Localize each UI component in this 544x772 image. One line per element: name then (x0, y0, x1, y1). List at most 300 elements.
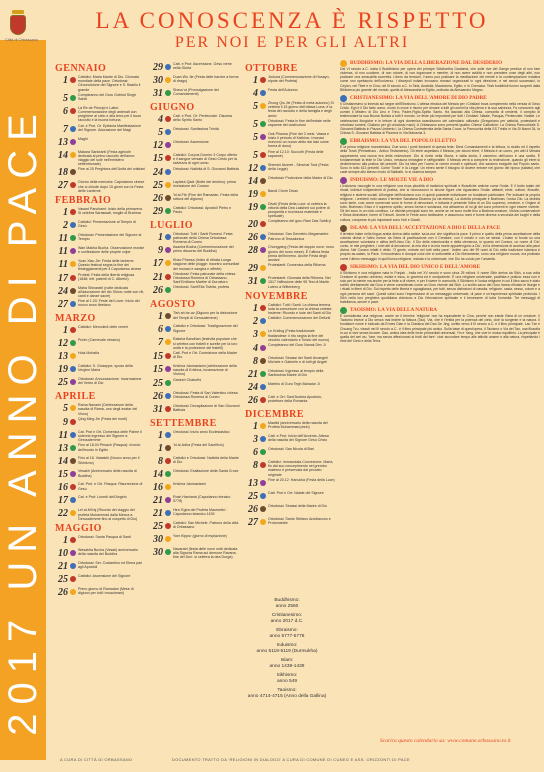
event-day: 19 (248, 188, 258, 200)
event-description: Cattolici: Ascensione del Signore (78, 574, 131, 579)
event-day: 5 (63, 403, 68, 415)
event-day: 25 (58, 377, 68, 389)
event-day: 17 (58, 272, 68, 284)
event-day: 29 (248, 263, 258, 275)
event-day: 30 (153, 75, 163, 86)
event-description: Cattolici: Ortodossi: Apostoli Pietro e Paolo (173, 205, 232, 214)
calendar-event (150, 404, 240, 416)
calendar-event (150, 232, 240, 245)
calendar-event (55, 233, 145, 245)
event-day: 12 (58, 338, 68, 350)
religion-section (340, 307, 540, 343)
religion-symbol-icon (165, 380, 171, 386)
event-day: 19 (248, 201, 258, 213)
coat-of-arms-icon (10, 15, 26, 35)
year-religion: Taoismo: (277, 688, 297, 693)
event-day: 5 (253, 101, 258, 112)
event-day: 17 (153, 258, 163, 270)
calendar-event (245, 189, 335, 201)
event-description: Ortodossi: Ser. Costantino ed Elena pari agli Apostoli (78, 561, 143, 570)
religion-symbol-icon (165, 536, 171, 542)
event-day: 13 (58, 443, 68, 455)
religion-symbol-icon (260, 278, 266, 284)
calendar-event (245, 316, 335, 328)
event-description: Primo giorno di Ramadan (Mese di digiuno per tutti i musulmani) (78, 587, 134, 596)
religion-symbol-icon (165, 523, 171, 529)
event-description: Protestanti: Domenica della Riforma (268, 263, 326, 268)
religion-symbol-icon (260, 371, 266, 377)
event-description: Catt. e Ort: Sant'Andrea Apostolo, protettore della Romania (268, 395, 323, 404)
month-title: OTTOBRE (245, 63, 298, 74)
event-description: Cattolici: Mercoledì delle ceneri (78, 325, 128, 330)
calendar-event (245, 303, 335, 316)
download-link[interactable]: Scarica questo calendario su: www.comune.orbassano.to.it (380, 738, 511, 744)
event-description: Catt. e Prot. Or: Pentecoste. Discesa dello Spirito Santo (173, 114, 232, 123)
month-block (150, 298, 240, 415)
religion-symbol-icon (70, 366, 76, 372)
religion-section (340, 264, 540, 304)
event-description: Rosh Hashanà (Capodanno ebraico 5778) (173, 494, 231, 503)
religion-symbol-icon (70, 275, 76, 281)
religion-symbol-icon (165, 497, 171, 503)
religion-symbol-icon (70, 77, 76, 83)
calendar-event (150, 351, 240, 363)
calendar-event (150, 114, 240, 126)
month-title: GIUGNO (150, 102, 195, 113)
event-description: 'Ashura (Commemorazione di Husayn, nipote del Profeta) (268, 75, 330, 84)
month-block (55, 312, 145, 389)
year-religion: Cristianesimo: (271, 613, 303, 618)
religion-description: L'Induismo raccoglie in una religione una ricca pluralità di tradizioni spirituali e filosofiche antiche come l'India. E il frutto totale dei rituali, indirizzi indipendenti di pratica, che si riconoscono in alcune figure che riguardano l'India: abitanti, etnie, culture, filosofie, religioni e sistemi sociali. All'origine dell'Induismo non vi quindi possiede individuare un fondatore particolare. Per indicare la propria religione, i credenti indù usano il termine Sanatana Dharma (la via eterna). La divinità principale è Brahman, l'unico Dio. La divinità sono tante, così come numerose sono le forme di devozione, e tuttavia è presente l'idea di un Dio supremo, creatore, e Origine di tutto: Brahman. Esso è il supremo spirito, senza forma e sostanza, ma attraverso di lui gli dei sono presenti in ogni essere vivente. Gli dei sono in un ciclo continuo. Le divinità principali sono tre, anche se ne sono molte fino a Brahma creatore, Vishnu conservatore e Shiva distruttore, forme di Trimurti. Anche le Feste sono tantissime, e assumono nomi e forme diverse a seconda dei luoghi e della cultura, comprese le più importanti sono Holi e Diwali. (340, 184, 540, 222)
event-day: 2 (253, 316, 258, 328)
calendar-event (55, 456, 145, 468)
month-block (150, 219, 240, 298)
event-day: 7 (158, 337, 163, 349)
religion-symbol-icon (165, 366, 171, 372)
calendar-event (150, 364, 240, 377)
religion-symbol-icon (260, 152, 266, 158)
event-description: Ortodossi: Tutti i Santi Romeni. Festa patronale della Chiesa Ortodossa Romena di Cuneo (173, 231, 233, 245)
religion-symbol-icon (260, 397, 266, 403)
event-day: 26 (248, 503, 258, 515)
religion-symbol-icon (70, 139, 76, 145)
month-block (55, 62, 145, 193)
event-description: Ortodossi: Protezione della Madre di Dio (268, 175, 333, 180)
religion-section (340, 60, 540, 92)
calendar-event (150, 521, 240, 533)
calendar-event (150, 285, 240, 297)
event-day: 26 (153, 285, 163, 297)
religion-symbol-icon (340, 60, 347, 67)
calendar-event (55, 377, 145, 389)
calendar-event (55, 106, 145, 123)
religion-heading (340, 177, 540, 184)
religion-symbol-icon (165, 260, 171, 266)
event-day: 16 (58, 482, 68, 494)
religion-symbol-icon (340, 264, 347, 271)
religion-symbol-icon (260, 345, 266, 351)
religion-symbol-icon (165, 247, 171, 253)
event-day: 14 (58, 456, 68, 468)
calendar-event (55, 137, 145, 149)
event-description: Ortodossi: Inizio anno Ecclesiastico (173, 429, 230, 434)
event-day: 3 (253, 329, 258, 341)
religion-symbol-icon (70, 537, 76, 543)
calendar-event (150, 378, 240, 390)
religion-symbol-icon (260, 191, 266, 197)
event-description: Laylatul-Qadr (Notte del destino): prima rivelazione del Corano (173, 179, 236, 188)
month-title: GENNAIO (55, 63, 107, 74)
event-description: Tish ah be-av (Digiuno per la distruzione dei Templi di Gerusalemme) (173, 311, 238, 320)
religion-symbol-icon (70, 301, 76, 307)
event-description: Ook Phansa (Fine dei 3 mesi. Vassa e inizio il periodo di Kathina: i monaci ricevono un nuovo abito dai laici come forma di dono) (268, 131, 330, 149)
event-day: 1 (158, 429, 163, 441)
event-description: Ortodossi: Festa patronale della chiesa Ortodossa Romena di Orbassano, Sant'Emiliano Martire di Durostoro (173, 271, 236, 285)
religious-year (237, 643, 337, 655)
year-value: anno 2560 (275, 604, 299, 609)
event-description: Vasant Panchami: Inizio della primavera. Si celebra Saraswati, moglie di Brahma (78, 207, 143, 216)
religion-symbol-icon (260, 121, 266, 127)
event-day: 11 (58, 429, 68, 441)
event-description: Cattolici e Ortodossi: Trasfigurazione del Signore (173, 324, 238, 333)
event-day: 1 (63, 325, 68, 337)
event-description: Fino al 18. Vaisakhi (Nuovo anno per il Sikhismo) (78, 456, 140, 465)
religion-symbol-icon (70, 261, 76, 267)
event-day: 1 (63, 535, 68, 547)
religion-symbol-icon (165, 274, 171, 280)
religion-symbol-icon (165, 549, 171, 555)
month-title: DICEMBRE (245, 409, 305, 421)
calendar-event (245, 395, 335, 407)
religion-symbol-icon (260, 436, 266, 442)
calendar-event (245, 460, 335, 477)
month-title: APRILE (55, 391, 96, 403)
month-title: SETTEMBRE (150, 417, 217, 429)
religion-description: Dal VI secolo a.C. inizia il Buddhismo per opera del principe Siddhartha Gautama, che sulle rive del Gange predica di non fare violenza, di non uccidere, di non rubare, di non ingannare e mentire, di non avere avidità e non prendere cose degli altri, non praticare una sessualità scorretta. Libero da tensioni, l'uomo può praticare la meditazione del mente e la contemplazione estatica come uno spettacolo dell'universo. I discepoli indiani invocano monaci organizzati in ogni direzione, e nei secoli successivi, in Ceylon, nel Tibet e in Cina, nel III secolo a.C. in Siria, Anatolia, Macedonia, Egitto, e in Cirenaica. Testi buddhisti furono scoperti dalla Biblioteca più grande del mondo, quella di Alessandria in Egitto, ordinata da Alessandro Magno. (340, 67, 540, 92)
event-day: 15 (58, 469, 68, 481)
religion-symbol-icon (165, 129, 171, 135)
event-day: 25 (58, 574, 68, 586)
calendar-event (245, 219, 335, 231)
event-day: 17 (58, 495, 68, 507)
event-day: 26 (248, 232, 258, 244)
crown-icon (12, 10, 24, 14)
religion-symbol-icon (165, 155, 171, 161)
event-day: 21 (58, 561, 68, 573)
calendar-event (150, 324, 240, 336)
calendar-event (150, 206, 240, 218)
event-day: 10 (58, 548, 68, 560)
event-day: 6 (253, 447, 258, 459)
religion-symbol-icon (70, 471, 76, 477)
religion-symbol-icon (165, 510, 171, 516)
month-block (55, 194, 145, 311)
event-description: Chongyang (Festa del doppio nove: nono giorno del nono mese). È l'ultima festa prima dell'inverno. Anche Festa degli anziani (268, 245, 334, 263)
religious-year (237, 688, 337, 700)
religious-years (237, 598, 337, 703)
event-description: Le Kriding (Festa tradizionale thailandese: il rito segna la fine del vecchio calendario e l'inizio del nuovo) (268, 329, 330, 342)
religion-symbol-icon (260, 305, 266, 311)
month-title: MARZO (55, 313, 96, 325)
religion-symbol-icon (260, 449, 266, 455)
calendar-event (245, 88, 335, 100)
religion-heading (340, 60, 540, 67)
event-day: 9 (158, 245, 163, 257)
calendar-event (150, 140, 240, 152)
event-day: 5 (253, 131, 258, 143)
calendar-event (150, 547, 240, 560)
calendar-event (55, 364, 145, 376)
event-description: Wan Makha Bucha. Osservazione morale e confessione delle proprie colpe (78, 246, 145, 255)
event-description: Lel al-Mi'raj (Ricordo del viaggio del profeta Muhammad dalla Mecca a Gerusalemme fino al cospetto di Dio) (78, 508, 138, 521)
religion-symbol-icon (260, 493, 266, 499)
calendar-event (150, 482, 240, 494)
footer-left: A CURA DI CITTÀ DI ORBASSANO (60, 757, 133, 762)
event-description: Ortodossi: Santissima Trinità (173, 127, 219, 131)
event-description: Ortodossi: San Demetrio Megamartire Patrono di Tessalonica (268, 232, 329, 241)
page-header (40, 8, 544, 52)
event-day: 6 (158, 324, 163, 336)
event-day: 7 (63, 123, 68, 135)
city-logo (5, 10, 39, 50)
event-day: 5 (253, 149, 258, 161)
event-description: Martirio di Guru Tegh Bahadur Ji (268, 382, 320, 387)
calendar-event (245, 329, 335, 342)
event-day: 15 (153, 364, 163, 376)
event-description: Ortodossi: Santa Pasqua di Santi (78, 535, 131, 540)
religion-symbol-icon (70, 445, 76, 451)
calendar-event (245, 245, 335, 262)
calendar-event (55, 259, 145, 272)
event-description: Cat. e Prot. Or. Epifania Manifestazione del Signore. Adorazione dei Magi (78, 123, 142, 132)
calendar-event (245, 517, 335, 529)
event-description: Bandi Chorh Divas (268, 188, 298, 193)
religion-symbol-icon (165, 64, 171, 70)
calendar-event (55, 508, 145, 521)
religion-symbol-icon (70, 458, 76, 464)
event-description: Ortodossi: Ascensione (173, 140, 209, 144)
event-day: 1 (158, 311, 163, 323)
calendar-event (55, 93, 145, 105)
event-day: 14 (58, 149, 68, 161)
year-religion: Islam: (280, 658, 294, 663)
event-description: Yom Kippur (giorno di espiazione) (173, 533, 227, 538)
event-description: Ganesh Chaturthi (173, 377, 202, 382)
event-description: Vesakh (Anniversario della nascita di Buddha) (78, 469, 137, 478)
event-day: 8 (253, 460, 258, 472)
event-description: Fine al 25 Preghiera dell'Unità dei cristiani (78, 167, 146, 172)
religion-symbol-icon (70, 589, 76, 595)
event-description: Ortodossi: Sinassi dei Santi Arcangeli Michele e Gabriele e di tutti gli Angeli (268, 356, 328, 365)
religion-description: È considerata una religione, anche se il termine 'religione' non ha equivalente in Cina, perché non esiste l'idea di un creatore. Il Taoismo invece a Dio senza mai ledere la Natura (Tao). Via, che è l'entità per la potenza del cielo, cioè la sorgente e la natura. Il fondatore nome è indicato da Ermes Dian e la Classica del Dao De Jing, scritto verso il III secolo a.C. e il libro principale. Lao Tze e Chuang Tzu, vissuti nel III secolo a.C., è il libro principale più antico. Sulla base di quest'opera, il Taoismo o Via del Tao, una filosofia in cui si vive senza forzare. Dao, antica idea delle forze primordiali universali, Yin e Yang, che vive in mutuo equilibrio. La principale è quella del wei wu, 'fare, ma senza affezionarsi ai frutti del fare': cioè accordare tempo alle attività umane e alla natura, rispettando i ritmi del Cielo e della Terra. (340, 314, 540, 343)
religion-symbol-icon (260, 331, 266, 337)
religion-symbol-icon (165, 77, 171, 83)
event-day: 1 (63, 207, 68, 219)
header-subtitle: PER NOI E PER GLI ALTRI (174, 34, 410, 51)
religions-panel (340, 60, 540, 346)
event-day: 1 (158, 231, 163, 243)
event-description: Cattolici: Corpus Domini. Il Corpo offerto e il sangue versato di Gesù Cristo per la salvezza di ogni uomo (173, 153, 238, 166)
event-description: Ortodossi: Decapitazione di San Giovanni Battista (173, 403, 240, 412)
event-day: 8 (158, 455, 163, 467)
calendar-event (150, 62, 240, 74)
religion-symbol-icon (70, 510, 76, 516)
calendar-event (55, 207, 145, 219)
event-description: Purim (Carnevale ebraico) (78, 338, 120, 343)
event-day: 22 (58, 508, 68, 520)
religion-description: Il Cristianesimo si innesta sul seppe dell'Ebraismo. L'attesa ebraica del Messia per i Cristiani trova compimento nella venuta di Gesù Cristo. Egli è il Dio fatto uomo, morto in croce e risorto per donare a tutti gli uomini la vita piena e la sua salvezza. Fa conoscere agli uomini il Mistero di Dio Uno e Trino, Padre-Figlio-Spirito Santo. Ha lasciato alla Chiesa, comunità di credenti, il compito di testimoniare la sua Buona Notizia a tutti il mondo. Le feste più importanti per tutti i Cristiani: Natale, Pasqua, Pentecoste. Natale. Le celebrazioni liturgiche e le letture di ogni domenica scandiscono del calendario utilizzato (Gregoriano per cattolici, protestanti e ortodossi rumeni; Giuliano per gli ortodossi russi). A Orbassano sono presenti quattro Chiese Cattoliche: La Chiesa Parrocchiale S. Giovanni Battista in Piazza Umberto I, la Chiesa Confraternita della Santa Croce, la Parrocchia della SS Trinità in Via Di Nanni 34, la Chiesa S. Giovanni Battista di Pizzerra in Via Malosma 3. (340, 101, 540, 136)
month-title: LUGLIO (150, 219, 194, 231)
event-description: Shemini Atzeret - Simchat Torà (Festa della Legge) (268, 162, 329, 171)
event-day: 1 (158, 442, 163, 454)
event-day: 26 (248, 395, 258, 407)
religion-symbol-icon (165, 445, 171, 451)
religion-section (340, 225, 540, 261)
event-day: 24 (153, 166, 163, 178)
event-day: 4 (253, 343, 258, 355)
religion-symbol-icon (70, 563, 76, 569)
calendar-event (150, 456, 240, 468)
event-day: 27 (58, 299, 68, 311)
event-day: 14 (153, 468, 163, 480)
event-day: 5 (63, 92, 68, 104)
religion-symbol-icon (260, 480, 266, 486)
religion-section (340, 177, 540, 221)
event-description: Cat. Prot e Ort. Domenica delle Palme Il solenne ingresso del Signore a Gerusalemme (78, 429, 142, 443)
calendar-event (55, 469, 145, 481)
month-title: NOVEMBRE (245, 290, 308, 302)
event-description: Protestanti: Giornata della Riforma. Nel 1517 l'affissione delle 95 Tesi di Martin Lutero a Wittenberg (268, 276, 331, 289)
religion-title: ISLAM: LA VIA DELL'ACCETTAZIONE A DIO E DELLA PACE (350, 224, 501, 231)
religion-heading (340, 225, 540, 232)
month-block (55, 390, 145, 521)
religion-symbol-icon (70, 405, 76, 411)
event-description: Hola Mohalla (78, 351, 99, 356)
religion-title: INDUISMO: LE MOLTE VIE A DIO (350, 177, 434, 184)
religion-symbol-icon (260, 90, 266, 96)
year-value: anno 1438-1439 (269, 664, 305, 669)
event-description: Ortodossi: Presentazione del Signore al Tempio (78, 233, 142, 242)
religious-year (237, 658, 337, 670)
religion-symbol-icon (260, 204, 266, 210)
calendar-event (55, 535, 145, 547)
calendar-event (245, 343, 335, 355)
calendar-event (150, 127, 240, 139)
religion-title: TAOISMO: LA VIA DELLA NATURA (350, 307, 438, 314)
calendar-event (245, 382, 335, 394)
calendar-event (245, 176, 335, 188)
calendar-event (245, 202, 335, 219)
event-day: 15 (153, 153, 163, 164)
event-description: Rama Navami (Celebrazione della nascita di Rama, uno degli avatar del Visnu) (78, 403, 138, 416)
event-day: 2 (63, 220, 68, 232)
calendar-event (55, 351, 145, 363)
event-description: Navaratri (festa delle nove notti dedicata alla Signora Rama sul demone Ravana; fine del Durì: si celebra la dea Durga) (173, 546, 238, 560)
religion-title: EBRAISMO: LA VIA DEL POPOLO ELETTO (350, 138, 457, 145)
religion-symbol-icon (260, 318, 266, 324)
calendar-event (55, 561, 145, 573)
religious-year (237, 628, 337, 640)
event-day: 21 (153, 507, 163, 519)
religion-symbol-icon (165, 195, 171, 201)
event-description: Protest: Festa della libertà religiosa (1848: lett. patenti di C. Alberto) (78, 272, 135, 281)
event-day: 31 (153, 403, 163, 415)
calendar-event (245, 276, 335, 289)
calendar-event (150, 508, 240, 520)
event-day: 1 (253, 302, 258, 314)
event-description: Ortodossi: Annunciazione. Incarnazione del Verbo di Dio (78, 377, 142, 386)
event-day: 1 (253, 75, 258, 86)
religion-symbol-icon (70, 550, 76, 556)
event-description: Ortodossi: Festa di San Valentino chiesa Ortodossa Romena di Cuneo (173, 390, 238, 399)
calendar-event (245, 119, 335, 131)
event-description: Cat. Prot. e Ort. Pasqua: Risurrezione di Gesù (78, 482, 143, 491)
calendar-event (55, 273, 145, 285)
religion-symbol-icon (165, 234, 171, 240)
event-day: 26 (153, 390, 163, 402)
year-religion: Induismo: (276, 643, 298, 648)
calendar-event (245, 356, 335, 368)
event-day: 29 (153, 62, 163, 73)
religion-title: BUDDHISMO: LA VIA DELLA LIBERAZIONE DAL DESIDERIO (350, 60, 503, 66)
calendar-event (150, 75, 240, 87)
event-day: 21 (153, 494, 163, 506)
event-day: 30 (153, 533, 163, 545)
calendar-event (55, 587, 145, 599)
calendar-event (245, 504, 335, 516)
event-day: 19 (58, 364, 68, 376)
calendar-event (245, 75, 335, 87)
event-day: 6 (63, 105, 68, 117)
religion-symbol-icon (165, 471, 171, 477)
religion-symbol-icon (165, 116, 171, 122)
calendar-event (245, 491, 335, 503)
calendar-event (245, 369, 335, 381)
religion-symbol-icon (260, 134, 266, 140)
religious-year (237, 598, 337, 610)
religion-heading (340, 264, 540, 271)
calendar-column-2 (150, 62, 240, 560)
event-day: 8 (253, 356, 258, 368)
event-description: Catt. e Prot: Inizio dell'Avvento. Attesa della nascita del Signore Gesù Cristo (268, 434, 329, 443)
event-description: Fine al 12.10: Succoth (Festa delle capanne) (268, 149, 324, 158)
event-description: Maghi (78, 136, 88, 141)
religion-symbol-icon (165, 458, 171, 464)
calendar-event (55, 150, 145, 167)
calendar-event (150, 258, 240, 271)
calendar-event (55, 417, 145, 429)
religion-symbol-icon (340, 177, 347, 184)
religion-symbol-icon (260, 462, 266, 468)
calendar-event (55, 167, 145, 179)
calendar-event (245, 434, 335, 446)
calendar-event (150, 430, 240, 442)
religion-symbol-icon (260, 265, 266, 271)
calendar-event (150, 311, 240, 323)
event-day: 3 (253, 434, 258, 446)
calendar-event (150, 443, 240, 455)
religion-symbol-icon (70, 169, 76, 175)
event-day: 9 (63, 416, 68, 428)
event-description: Cattolici: Tutti i Santi. La chiesa terrena loda la comunione con la chiesa celeste. Insieme: Ricordo e lode dei Santi di Dio (268, 302, 333, 316)
event-day: 1 (253, 421, 258, 433)
event-description: Fino al 18.04 Pesach (Pasqua): ricordo dell'esodo in Egitto (78, 443, 141, 452)
religion-symbol-icon (165, 90, 171, 96)
calendar-event (55, 495, 145, 507)
event-description: Mawlid (anniversario della nascita del Profeta Muhammad pbuh) (268, 421, 328, 430)
vertical-title-text: 2017 UN ANNO DI PACE (0, 104, 45, 736)
event-day: 27 (58, 180, 68, 192)
